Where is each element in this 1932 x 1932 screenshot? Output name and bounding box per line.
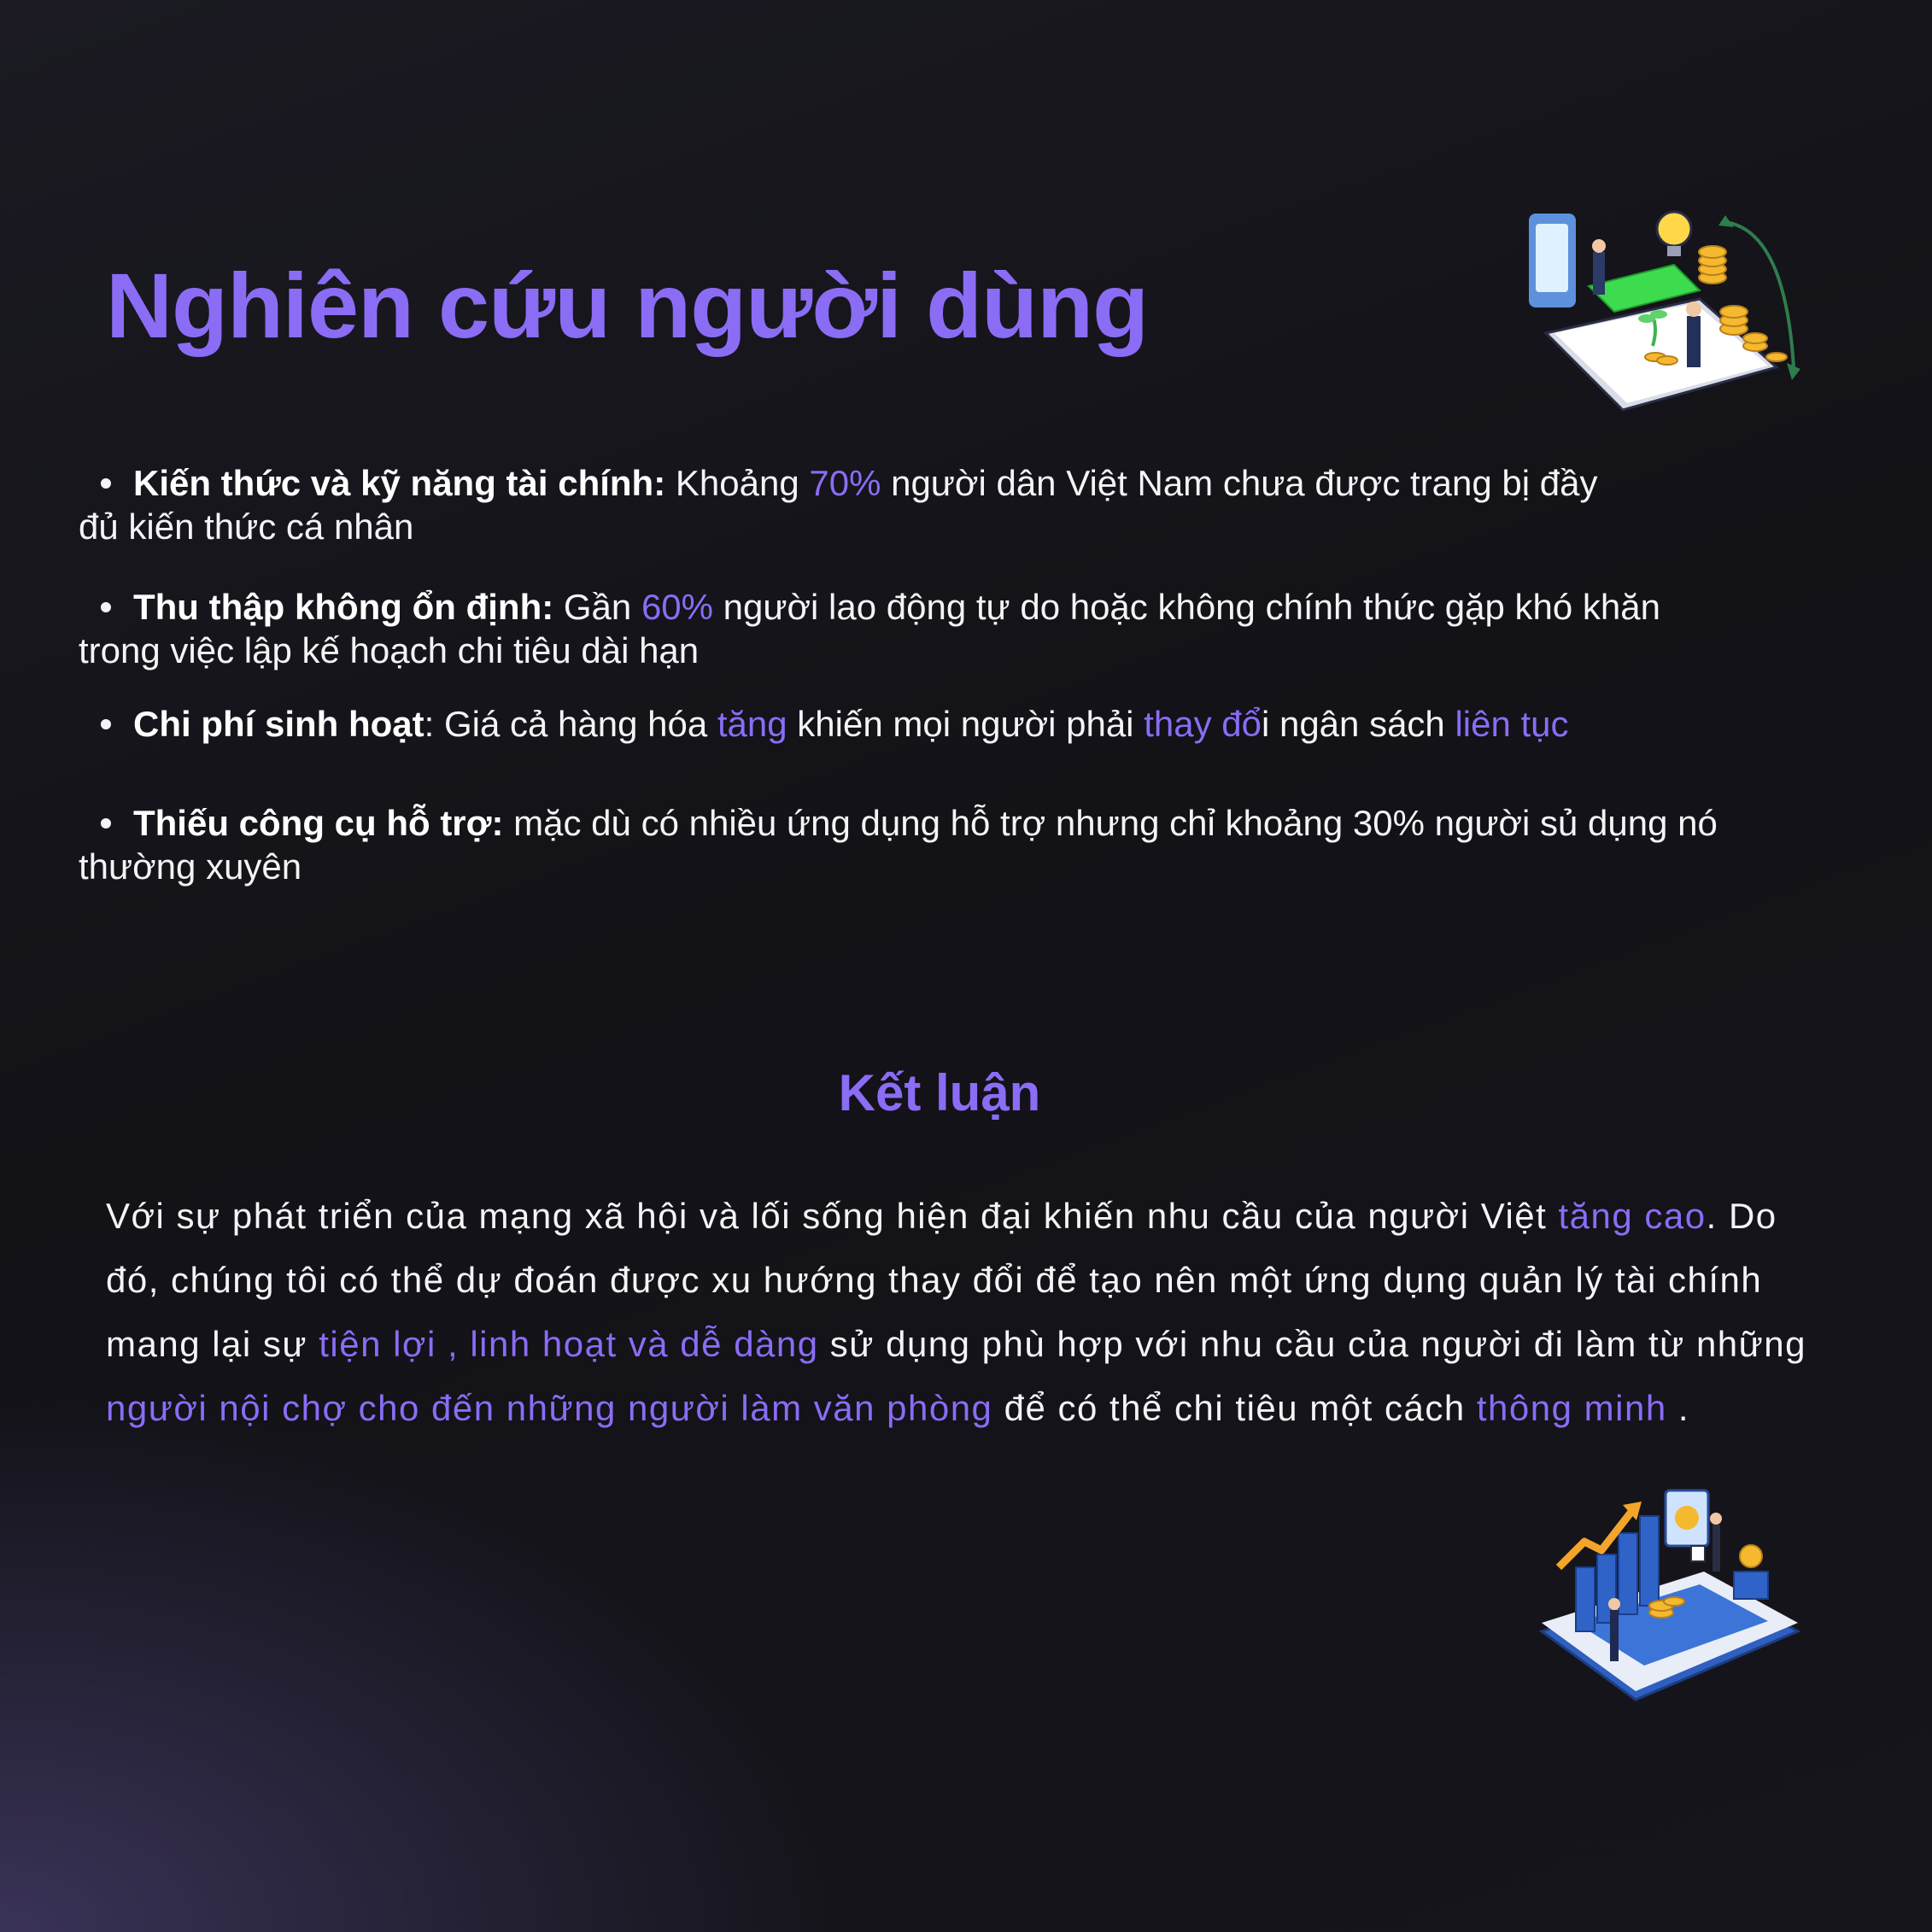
growth-chart-phone-illustration <box>1537 1486 1819 1725</box>
finding-highlight: 70% <box>809 463 881 503</box>
conclusion-text: . <box>1666 1388 1690 1428</box>
finding-text: Khoảng <box>665 463 810 503</box>
conclusion-highlight: thông minh <box>1476 1388 1667 1428</box>
finding-label: Kiến thức và kỹ năng tài chính: <box>133 463 666 503</box>
finance-phone-illustration <box>1529 205 1819 427</box>
finding-highlight: thay đổ <box>1144 704 1262 744</box>
finding-living-cost <box>79 702 1830 746</box>
bullet-dot: • <box>99 704 113 744</box>
finding-text: người lao động tự do hoặc không chính thức gặp khó khăn <box>713 587 1660 627</box>
finding-text: i ngân sách <box>1261 704 1455 744</box>
conclusion-text: sử dụng phù hợp với nhu cầu của người đi làm từ những <box>818 1324 1806 1364</box>
finding-text-continued: thường xuyên <box>79 846 302 887</box>
finding-lack-of-tools <box>79 801 1830 888</box>
finding-highlight: liên tục <box>1455 704 1569 744</box>
finding-text: khiến mọi người phải <box>787 704 1145 744</box>
finding-text: người dân Việt Nam chưa được trang bị đầy <box>881 463 1598 503</box>
finding-label: Thiếu công cụ hỗ trợ: <box>133 803 504 843</box>
conclusion-text: để có thể chi tiêu một cách <box>992 1388 1477 1428</box>
bullet-dot: • <box>99 587 113 627</box>
conclusion-paragraph <box>106 1184 1823 1440</box>
bullet-dot: • <box>99 463 113 503</box>
finding-highlight: tăng <box>717 704 787 744</box>
page-title: Nghiên cứu người dùng <box>106 254 1149 357</box>
finding-text-continued: trong việc lập kế hoạch chi tiêu dài hạn <box>79 630 700 670</box>
conclusion-highlight: tiện lợi , linh hoạt và dễ dàng <box>319 1324 819 1364</box>
conclusion-highlight: tăng cao <box>1558 1196 1707 1236</box>
finding-text: Gần <box>553 587 641 627</box>
finding-text-continued: đủ kiến thức cá nhân <box>79 506 414 547</box>
bullet-dot: • <box>99 803 113 843</box>
conclusion-text: . Do đó, chúng tôi có thể dự đoán được xu hướng thay đổi để tạo nên một ứng dụng quản lý tài chính mang lại sự <box>106 1196 1777 1364</box>
finding-financial-knowledge <box>79 461 1830 548</box>
conclusion-highlight: người nội chợ cho đến những người làm văn phòng <box>106 1388 993 1428</box>
finding-label: Chi phí sinh hoạt <box>133 704 424 744</box>
finding-unstable-income <box>79 585 1830 672</box>
finding-text: mặc dù có nhiều ứng dụng hỗ trợ nhưng chỉ khoảng 30% người sủ dụng nó <box>503 803 1718 843</box>
finding-text: : Giá cả hàng hóa <box>424 704 717 744</box>
finding-highlight: 60% <box>641 587 714 627</box>
conclusion-text: Với sự phát triển của mạng xã hội và lối sống hiện đại khiến nhu cầu của người Việt <box>106 1196 1559 1236</box>
finding-label: Thu thập không ổn định: <box>133 587 554 627</box>
conclusion-heading: Kết luận <box>838 1064 1041 1121</box>
